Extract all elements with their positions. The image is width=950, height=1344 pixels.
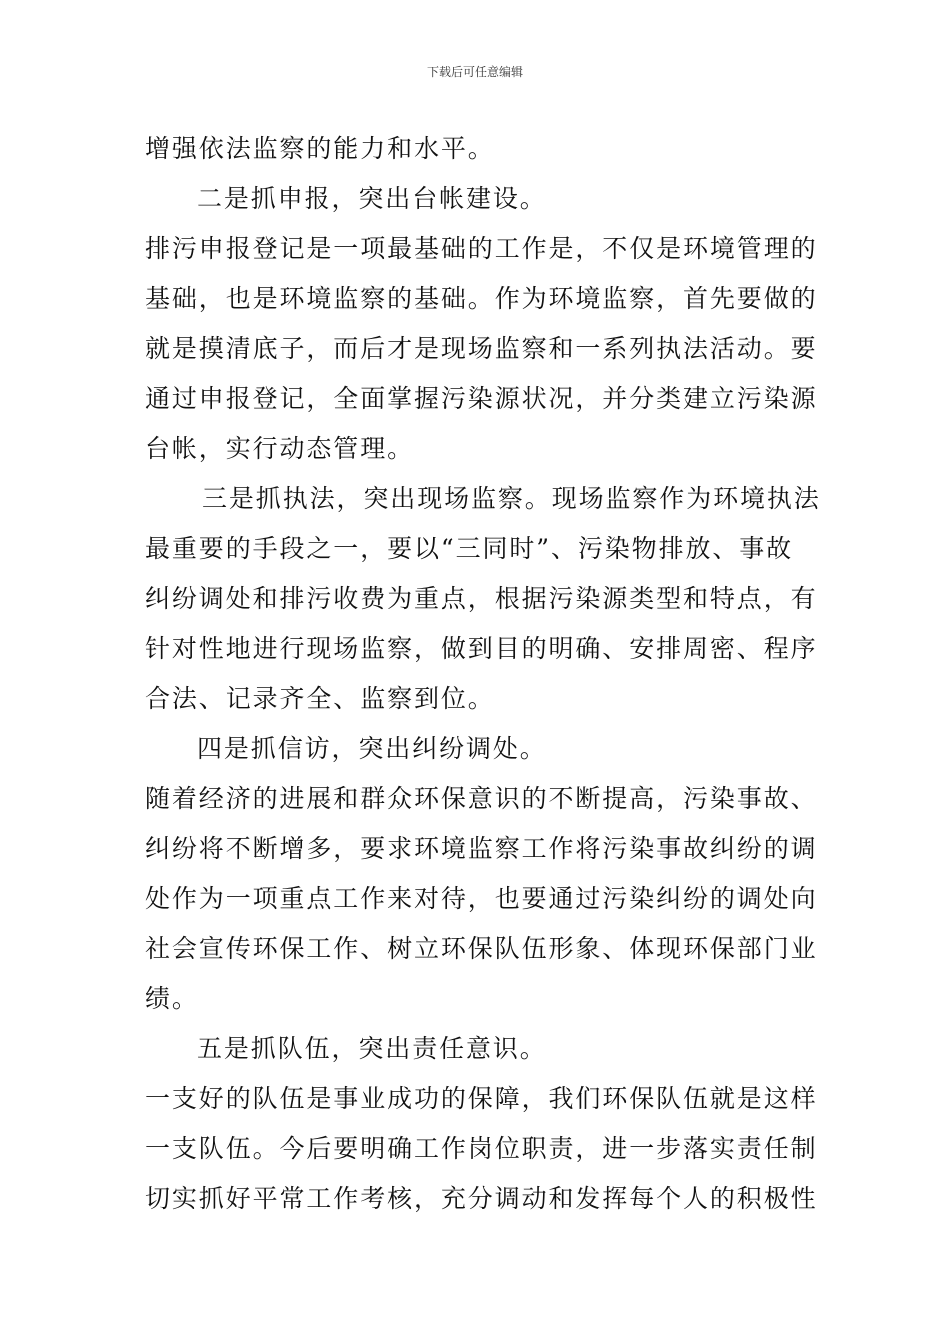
text-line: 排污申报登记是一项最基础的工作是，不仅是环境管理的 — [145, 234, 818, 263]
text-line: 纠纷将不断增多，要求环境监察工作将污染事故纠纷的调 — [145, 834, 818, 863]
text-line: 最重要的手段之一，要以“三同时”、污染物排放、事故 — [145, 534, 794, 563]
text-line: 一支好的队伍是事业成功的保障，我们环保队伍就是这样 — [145, 1084, 818, 1113]
section-heading: 五是抓队伍，突出责任意识。 — [197, 1034, 547, 1063]
text-line: 增强依法监察的能力和水平。 — [145, 134, 495, 163]
page-header: 下载后可任意编辑 — [426, 65, 523, 79]
text-line: 台帐，实行动态管理。 — [145, 434, 415, 463]
text-line: 通过申报登记，全面掌握污染源状况，并分类建立污染源 — [145, 384, 818, 413]
document-body — [145, 124, 821, 1224]
text-line: 处作为一项重点工作来对待，也要通过污染纠纷的调处向 — [145, 884, 818, 913]
text-line: 合法、记录齐全、监察到位。 — [145, 684, 495, 713]
section-heading: 四是抓信访，突出纠纷调处。 — [197, 734, 547, 763]
text-line: 就是摸清底子，而后才是现场监察和一系列执法活动。要 — [145, 334, 818, 363]
text-line: 绩。 — [145, 984, 199, 1013]
text-line: 一支队伍。今后要明确工作岗位职责，进一步落实责任制 — [145, 1134, 818, 1163]
text-line: 切实抓好平常工作考核，充分调动和发挥每个人的积极性 — [145, 1184, 818, 1213]
text-line: 纠纷调处和排污收费为重点，根据污染源类型和特点，有 — [145, 584, 818, 613]
section-heading: 二是抓申报，突出台帐建设。 — [197, 184, 547, 213]
text-line: 基础，也是环境监察的基础。作为环境监察，首先要做的 — [145, 284, 818, 313]
text-line: 随着经济的进展和群众环保意识的不断提高，污染事故、 — [145, 784, 818, 813]
text-line: 社会宣传环保工作、树立环保队伍形象、体现环保部门业 — [145, 934, 818, 963]
text-line: 针对性地进行现场监察，做到目的明确、安排周密、程序 — [145, 634, 818, 663]
section-heading: 三是抓执法，突出现场监察。现场监察作为环境执法 — [202, 484, 821, 513]
